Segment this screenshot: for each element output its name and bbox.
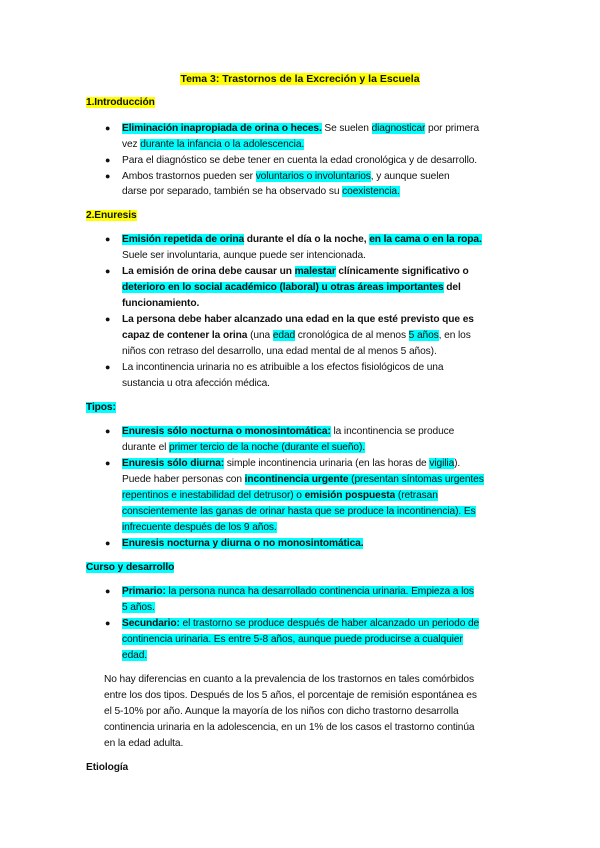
section-heading-introduccion: 1.Introducción xyxy=(86,97,155,108)
bullet-icon: ● xyxy=(105,426,111,436)
paragraph-line-1: No hay diferencias en cuanto a la prevalencia de los trastornos en tales comórbidos xyxy=(104,674,474,685)
paragraph-line-5: en la edad adulta. xyxy=(104,738,184,749)
enuresis-item-1-line-1: Emisión repetida de orina durante el día o la noche, en la cama o en la ropa. xyxy=(122,234,482,245)
section-heading-tipos: Tipos: xyxy=(86,402,116,413)
enuresis-item-2-line-3: funcionamiento. xyxy=(122,298,200,309)
bullet-icon: ● xyxy=(105,171,111,181)
intro-item-2: Para el diagnóstico se debe tener en cuenta la edad cronológica y de desarrollo. xyxy=(122,155,478,166)
intro-item-3-line-1: Ambos trastornos pueden ser voluntarios o involuntarios, y aunque suelen xyxy=(122,171,450,182)
curso-item-2-line-3: edad. xyxy=(122,650,147,661)
tipos-item-2-line-4: conscientemente las ganas de orinar hasta que se produce la incontinencia). Es xyxy=(122,506,476,517)
section-heading-curso: Curso y desarrollo xyxy=(86,562,175,573)
bullet-icon: ● xyxy=(105,586,111,596)
enuresis-item-3-line-3: niños con retraso del desarrollo, una edad mental de al menos 5 años). xyxy=(122,346,437,357)
bullet-icon: ● xyxy=(105,123,111,133)
tipos-item-2-line-5: infrecuente después de los 9 años. xyxy=(122,522,277,533)
enuresis-item-3-line-2: capaz de contener la orina (una edad cronológica de al menos 5 años, en los xyxy=(122,330,471,341)
enuresis-item-2-line-2: deterioro en lo social académico (laboral) u otras áreas importantes del xyxy=(122,282,461,293)
intro-item-3-line-2: darse por separado, también se ha observado su coexistencia. xyxy=(122,186,400,197)
enuresis-item-2-line-1: La emisión de orina debe causar un malestar clínicamente significativo o xyxy=(122,266,469,277)
curso-item-1-line-1: Primario: la persona nunca ha desarrollado continencia urinaria. Empieza a los xyxy=(122,586,474,597)
enuresis-item-4-line-1: La incontinencia urinaria no es atribuible a los efectos fisiológicos de una xyxy=(122,362,444,373)
enuresis-item-1-line-2: Suele ser involuntaria, aunque puede ser intencionada. xyxy=(122,250,366,261)
tipos-item-1-line-1: Enuresis sólo nocturna o monosintomática: la incontinencia se produce xyxy=(122,426,455,437)
tipos-item-3: Enuresis nocturna y diurna o no monosintomática. xyxy=(122,538,364,549)
intro-item-1-line-1: Eliminación inapropiada de orina o heces. Se suelen diagnosticar por primera xyxy=(122,123,480,134)
enuresis-item-3-line-1: La persona debe haber alcanzado una edad en la que esté previsto que es xyxy=(122,314,474,325)
enuresis-item-4-line-2: sustancia u otra afección médica. xyxy=(122,378,270,389)
bullet-icon: ● xyxy=(105,362,111,372)
bullet-icon: ● xyxy=(105,234,111,244)
section-heading-etiologia: Etiología xyxy=(86,762,129,773)
bullet-icon: ● xyxy=(105,155,111,165)
tipos-item-2-line-2: Puede haber personas con incontinencia urgente (presentan síntomas urgentes xyxy=(122,474,484,485)
paragraph-line-4: continencia urinaria en la adolescencia, en un 1% de los casos el trastorno continúa xyxy=(104,722,475,733)
tipos-item-2-line-3: repentinos e inestabilidad del detrusor) o emisión pospuesta (retrasan xyxy=(122,490,438,501)
bullet-icon: ● xyxy=(105,458,111,468)
curso-item-2-line-1: Secundario: el trastorno se produce después de haber alcanzado un periodo de xyxy=(122,618,480,629)
intro-item-1-line-2: vez durante la infancia o la adolescencia. xyxy=(122,139,305,150)
bullet-icon: ● xyxy=(105,618,111,628)
paragraph-line-3: el 5-10% por año. Aunque la mayoría de los niños con dicho trastorno desarrolla xyxy=(104,706,459,717)
paragraph-line-2: entre los dos tipos. Después de los 5 años, el porcentaje de remisión espontánea es xyxy=(104,690,477,701)
tipos-item-1-line-2: durante el primer tercio de la noche (durante el sueño). xyxy=(122,442,366,453)
section-heading-enuresis: 2.Enuresis xyxy=(86,210,137,221)
curso-item-1-line-2: 5 años. xyxy=(122,602,155,613)
tipos-item-2-line-1: Enuresis sólo diurna: simple incontinencia urinaria (en las horas de vigilia). xyxy=(122,458,461,469)
bullet-icon: ● xyxy=(105,314,111,324)
bullet-icon: ● xyxy=(105,538,111,548)
document-title: Tema 3: Trastornos de la Excreción y la Escuela xyxy=(180,73,420,85)
bullet-icon: ● xyxy=(105,266,111,276)
curso-item-2-line-2: continencia urinaria. Es entre 5-8 años, aunque puede producirse a cualquier xyxy=(122,634,463,645)
